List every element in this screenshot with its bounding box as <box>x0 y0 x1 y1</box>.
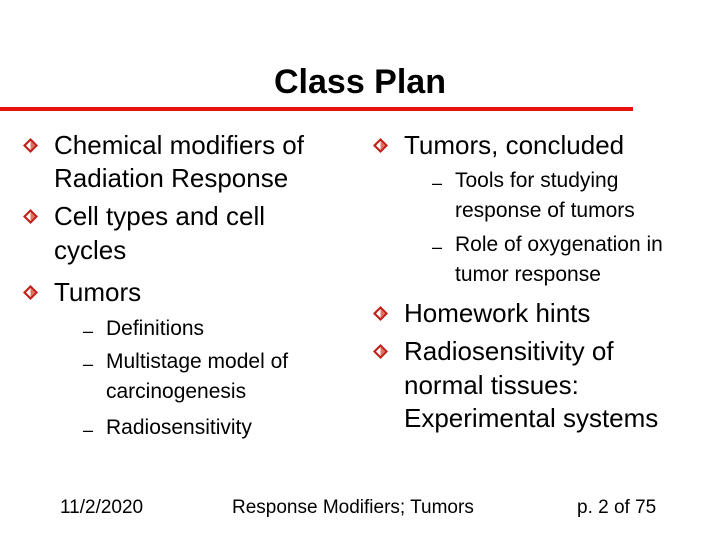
footer-date: 11/2/2020 <box>60 497 144 518</box>
diamond-bullet-icon <box>23 285 38 300</box>
left-sub-2-line-1: Multistage model of <box>106 350 289 373</box>
slide-title: Class Plan <box>274 63 446 101</box>
footer-title: Response Modifiers; Tumors <box>232 497 474 518</box>
diamond-bullet-icon <box>23 209 38 224</box>
left-sub-3-line-1: Radiosensitivity <box>106 416 252 439</box>
right-sub-1-line-1: Tools for studying <box>455 169 619 192</box>
dash-icon: – <box>82 321 93 341</box>
right-item-1-line-1: Tumors, concluded <box>404 130 625 160</box>
diamond-bullet-icon <box>373 306 388 321</box>
left-item-1-line-1: Chemical modifiers of <box>54 130 304 160</box>
diamond-bullet-icon <box>373 344 388 359</box>
right-item-3-line-2: normal tissues: <box>404 370 579 400</box>
right-sub-2-line-1: Role of oxygenation in <box>455 233 663 256</box>
left-item-2-line-1: Cell types and cell <box>54 201 265 231</box>
right-item-3-line-1: Radiosensitivity of <box>404 336 614 366</box>
right-sub-2-line-2: tumor response <box>455 263 601 286</box>
dash-icon: – <box>82 420 93 440</box>
left-item-1-line-2: Radiation Response <box>54 163 289 193</box>
left-item-2-line-2: cycles <box>54 235 127 265</box>
title-underline <box>0 107 633 111</box>
diamond-bullet-icon <box>373 138 388 153</box>
left-sub-2-line-2: carcinogenesis <box>106 380 247 403</box>
dash-icon: – <box>431 173 442 193</box>
dash-icon: – <box>431 237 442 257</box>
footer-page-number: p. 2 of 75 <box>577 497 657 518</box>
dash-icon: – <box>82 354 93 374</box>
left-sub-1-line-1: Definitions <box>106 317 205 340</box>
right-item-2-line-1: Homework hints <box>404 298 591 328</box>
left-item-3-line-1: Tumors <box>54 277 142 307</box>
right-item-3-line-3: Experimental systems <box>404 403 659 433</box>
diamond-bullet-icon <box>23 138 38 153</box>
right-sub-1-line-2: response of tumors <box>455 199 635 222</box>
